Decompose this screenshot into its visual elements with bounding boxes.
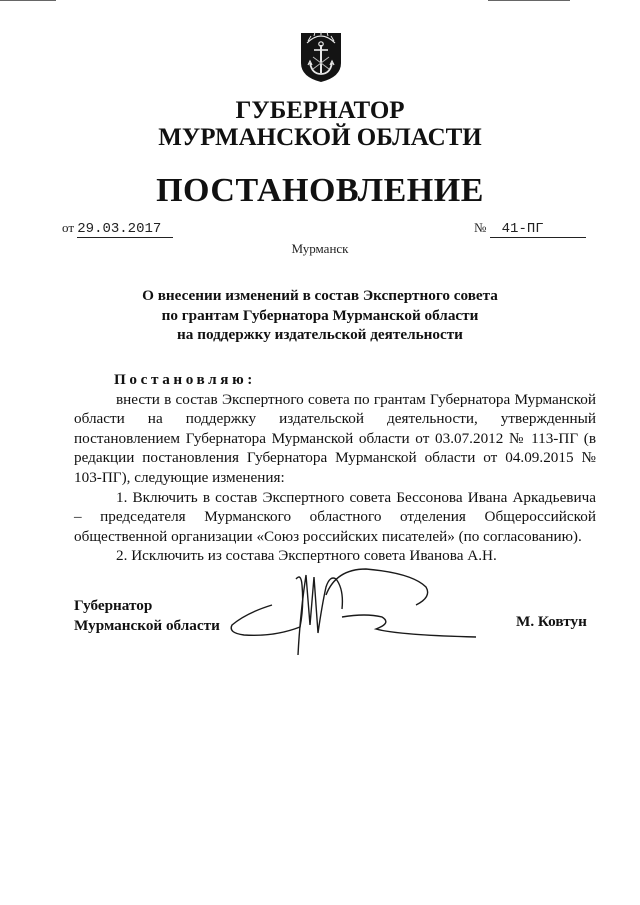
date-prefix: от: [62, 220, 75, 235]
subject-line-3: на поддержку издательской деятельности: [177, 326, 463, 343]
body-item-2: 2. Исключить из состава Экспертного совета Иванова А.Н.: [116, 547, 497, 565]
top-edge-line-left: [0, 0, 56, 1]
handwritten-signature: [226, 565, 486, 665]
murmansk-coat-of-arms-icon: [298, 27, 344, 83]
number-block: [474, 220, 586, 238]
number-prefix: №: [474, 220, 487, 235]
signatory-title-line-1: Губернатор: [74, 597, 153, 614]
date-block: [62, 220, 173, 238]
issuer-line-1: ГУБЕРНАТОР: [235, 97, 405, 124]
document-type: ПОСТАНОВЛЕНИЕ: [156, 172, 484, 209]
document-date: [77, 221, 173, 238]
document-subject: [0, 286, 640, 345]
document-number-value: 41-ПГ: [501, 221, 544, 237]
subject-line-1: О внесении изменений в состав Экспертного совета: [142, 287, 498, 304]
signatory-title-line-2: Мурманской области: [74, 617, 220, 634]
document-city: Мурманск: [291, 241, 349, 256]
body-intro-paragraph: внести в состав Экспертного совета по грантам Губернатора Мурманской области на поддержку издательской деятельности, утвержденный постановлением Губернатора Мурманской области от 03.07.2012 № 113-ПГ (в редакции постановления Губернатора Мурманской области от 04.09.2015 № 103-ПГ), следующие изменения:: [74, 390, 596, 486]
decree-word: Постановляю:: [114, 371, 256, 388]
document-number: [490, 221, 586, 238]
subject-line-2: по грантам Губернатора Мурманской области: [161, 306, 479, 324]
body-item-1: 1. Включить в состав Экспертного совета Бессонова Ивана Аркадьевича – председателя Мурманского областного отделения Общероссийской общественной организации «Союз российских писателей» (по согласованию).: [74, 488, 596, 545]
signatory-title: [74, 596, 220, 636]
top-edge-line-right: [488, 0, 570, 1]
document-body: [74, 370, 596, 566]
document-date-value: 29.03.2017: [77, 221, 162, 237]
issuer-line-2: МУРМАНСКОЙ ОБЛАСТИ: [158, 124, 482, 151]
signatory-name: М. Ковтун: [516, 613, 587, 630]
